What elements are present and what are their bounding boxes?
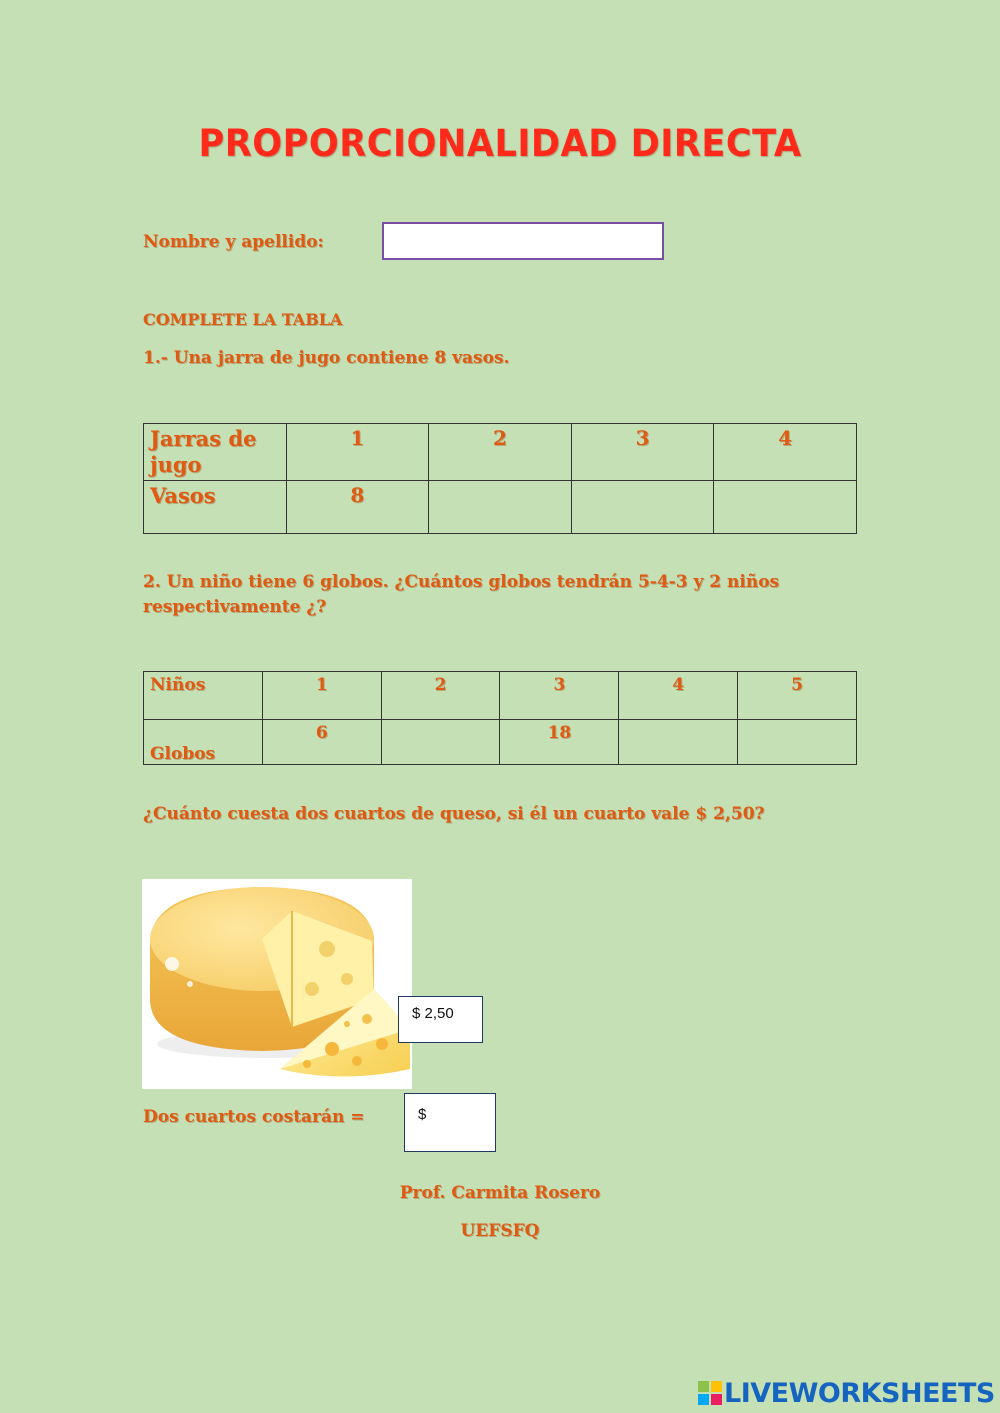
table-cell: 2 <box>381 672 500 720</box>
table-cell: 1 <box>286 424 429 481</box>
balloon-table <box>143 671 857 765</box>
table-cell: Globos <box>144 720 263 765</box>
school: UEFSFQ <box>460 1221 540 1241</box>
page-title: PROPORCIONALIDAD DIRECTA <box>198 122 802 165</box>
table-cell: Jarras de jugo <box>144 424 287 481</box>
answer-cell[interactable] <box>381 720 500 765</box>
question-1: 1.- Una jarra de jugo contiene 8 vasos. <box>143 348 510 368</box>
table-cell: Niños <box>144 672 263 720</box>
cheese-image <box>142 879 412 1089</box>
table-cell: 5 <box>738 672 857 720</box>
answer-label: Dos cuartos costarán = <box>143 1107 365 1127</box>
table-cell: 8 <box>286 481 429 534</box>
liveworksheets-icon <box>698 1381 722 1405</box>
table-cell: 18 <box>500 720 619 765</box>
answer-cell[interactable] <box>429 481 572 534</box>
table-cell: 2 <box>429 424 572 481</box>
table-cell: Vasos <box>144 481 287 534</box>
brand-text: LIVEWORKSHEETS <box>724 1377 995 1409</box>
table-cell: 6 <box>262 720 381 765</box>
answer-cell[interactable] <box>738 720 857 765</box>
name-label: Nombre y apellido: <box>143 232 324 252</box>
table-row <box>144 720 857 765</box>
table-cell: 4 <box>619 672 738 720</box>
juice-table <box>143 423 857 534</box>
table-cell: 1 <box>262 672 381 720</box>
brand-logo <box>698 1376 995 1410</box>
table-cell: 3 <box>571 424 714 481</box>
table-row <box>144 672 857 720</box>
table-cell: 3 <box>500 672 619 720</box>
question-3: ¿Cuánto cuesta dos cuartos de queso, si él un cuarto vale $ 2,50? <box>143 804 765 824</box>
answer-cell[interactable] <box>571 481 714 534</box>
instruction: COMPLETE LA TABLA <box>143 310 343 329</box>
answer-cell[interactable] <box>714 481 857 534</box>
name-input[interactable] <box>382 222 664 260</box>
price-label: $ 2,50 <box>398 996 483 1043</box>
table-row <box>144 481 857 534</box>
author: Prof. Carmita Rosero <box>399 1183 601 1203</box>
question-2: 2. Un niño tiene 6 globos. ¿Cuántos globos tendrán 5-4-3 y 2 niños respectivamente ¿? <box>143 572 780 617</box>
cheese-icon <box>142 879 412 1089</box>
table-cell: 4 <box>714 424 857 481</box>
table-row <box>144 424 857 481</box>
answer-cell[interactable] <box>619 720 738 765</box>
answer-input[interactable]: $ <box>404 1093 496 1152</box>
